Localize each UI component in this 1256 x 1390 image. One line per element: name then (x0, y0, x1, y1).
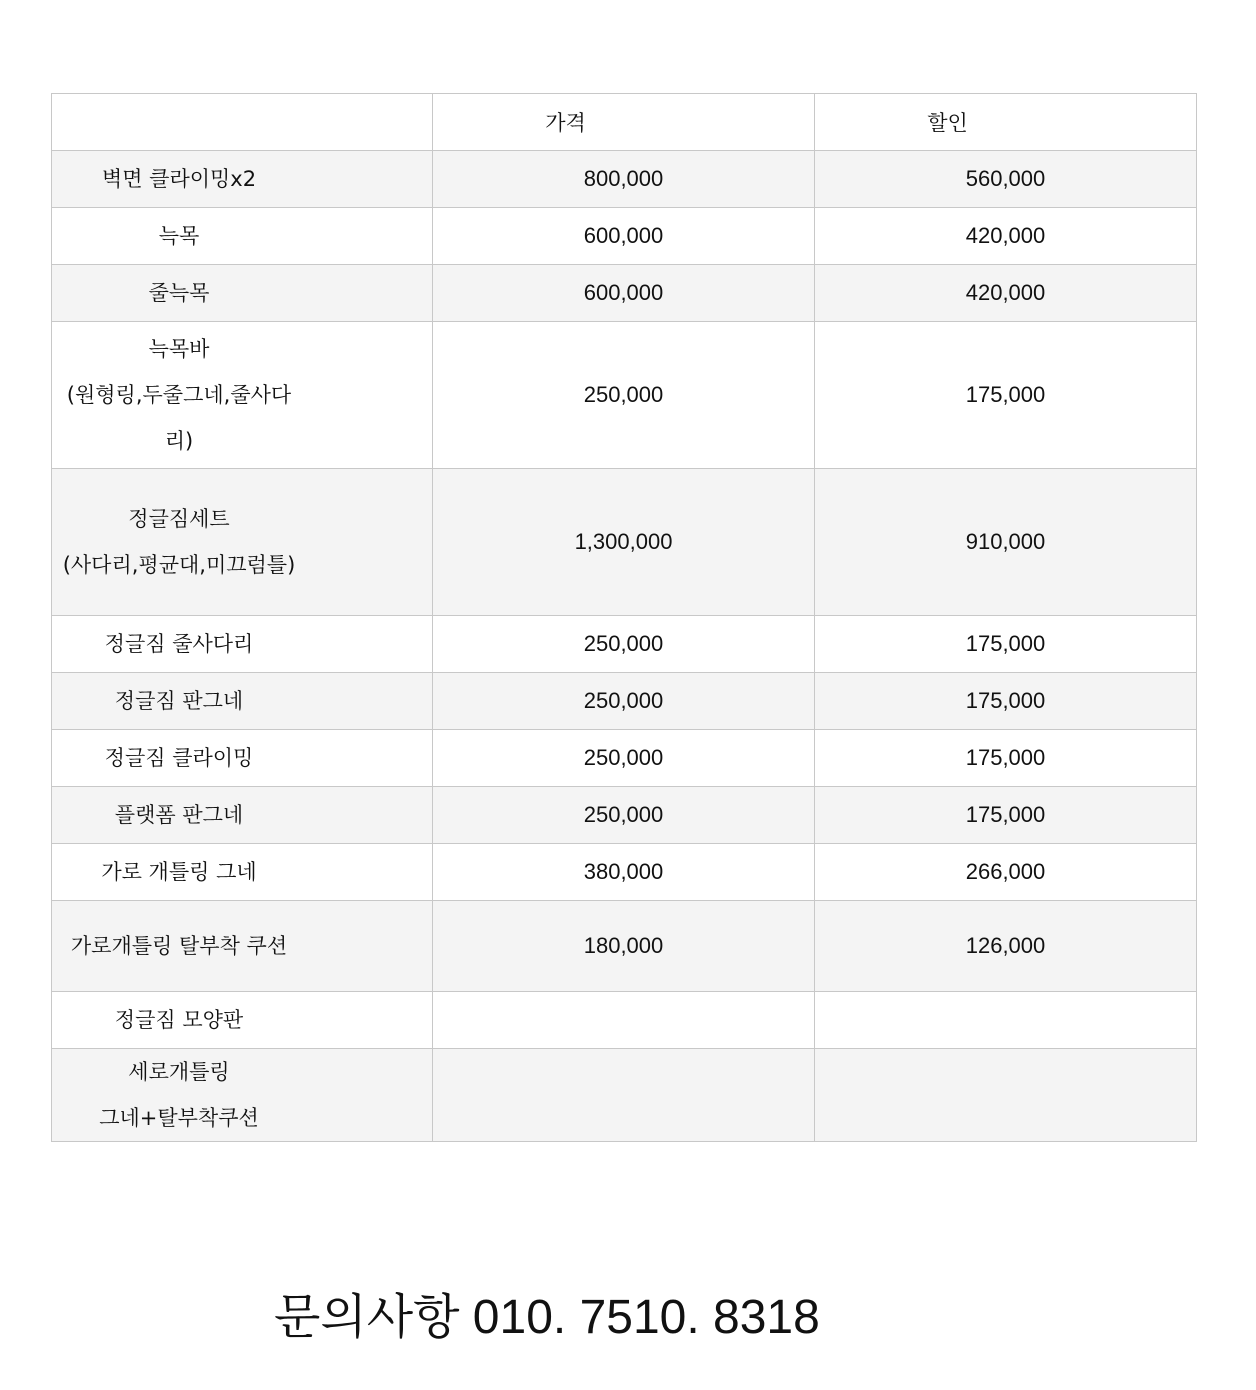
item-subtext: (원형링,두줄그네,줄사다리) (66, 383, 292, 453)
table-row (52, 787, 1197, 844)
item-name: 정글짐세트 (사다리,평균대,미끄럼틀) (52, 469, 433, 616)
item-name: 늑목바 (원형링,두줄그네,줄사다리) (52, 322, 433, 469)
item-subtext: (사다리,평균대,미끄럼틀) (62, 553, 296, 577)
table-header-row (52, 94, 1197, 151)
item-name: 정글짐 판그네 (52, 673, 433, 730)
item-price (433, 992, 815, 1049)
header-item (52, 94, 433, 151)
item-discount: 420,000 (815, 208, 1197, 265)
item-price: 250,000 (433, 322, 815, 469)
header-price: 가격 (433, 94, 815, 151)
item-price: 250,000 (433, 616, 815, 673)
item-name: 가로 개틀링 그네 (52, 844, 433, 901)
item-price: 600,000 (433, 265, 815, 322)
item-discount: 910,000 (815, 469, 1197, 616)
table-row (52, 673, 1197, 730)
item-name: 정글짐 클라이밍 (52, 730, 433, 787)
item-price: 800,000 (433, 151, 815, 208)
item-name: 세로개틀링 그네+탈부착쿠션 (52, 1049, 433, 1142)
table-row (52, 322, 1197, 469)
item-price: 1,300,000 (433, 469, 815, 616)
item-discount: 175,000 (815, 787, 1197, 844)
contact-info: 문의사항 010. 7510. 8318 (274, 1291, 820, 1344)
item-price: 600,000 (433, 208, 815, 265)
table-row (52, 730, 1197, 787)
table-row (52, 265, 1197, 322)
item-subtext: 그네+탈부착쿠션 (99, 1106, 259, 1130)
item-discount (815, 992, 1197, 1049)
price-table (51, 93, 1197, 1142)
item-price (433, 1049, 815, 1142)
table-row (52, 901, 1197, 992)
table-row (52, 992, 1197, 1049)
item-price: 250,000 (433, 787, 815, 844)
item-name: 정글짐 모양판 (52, 992, 433, 1049)
table-row (52, 1049, 1197, 1142)
item-discount: 175,000 (815, 730, 1197, 787)
item-discount: 266,000 (815, 844, 1197, 901)
item-price: 250,000 (433, 730, 815, 787)
header-discount: 할인 (815, 94, 1197, 151)
item-price: 180,000 (433, 901, 815, 992)
table-row (52, 208, 1197, 265)
item-name: 가로개틀링 탈부착 쿠션 (52, 901, 433, 992)
item-discount (815, 1049, 1197, 1142)
item-discount: 126,000 (815, 901, 1197, 992)
item-name: 줄늑목 (52, 265, 433, 322)
table-row (52, 844, 1197, 901)
table-row (52, 616, 1197, 673)
item-discount: 175,000 (815, 673, 1197, 730)
item-name: 벽면 클라이밍x2 (52, 151, 433, 208)
item-name: 플랫폼 판그네 (52, 787, 433, 844)
table-row (52, 469, 1197, 616)
item-discount: 560,000 (815, 151, 1197, 208)
item-price: 380,000 (433, 844, 815, 901)
item-discount: 420,000 (815, 265, 1197, 322)
item-discount: 175,000 (815, 616, 1197, 673)
item-name: 정글짐 줄사다리 (52, 616, 433, 673)
item-discount: 175,000 (815, 322, 1197, 469)
item-name: 늑목 (52, 208, 433, 265)
item-price: 250,000 (433, 673, 815, 730)
table-row (52, 151, 1197, 208)
